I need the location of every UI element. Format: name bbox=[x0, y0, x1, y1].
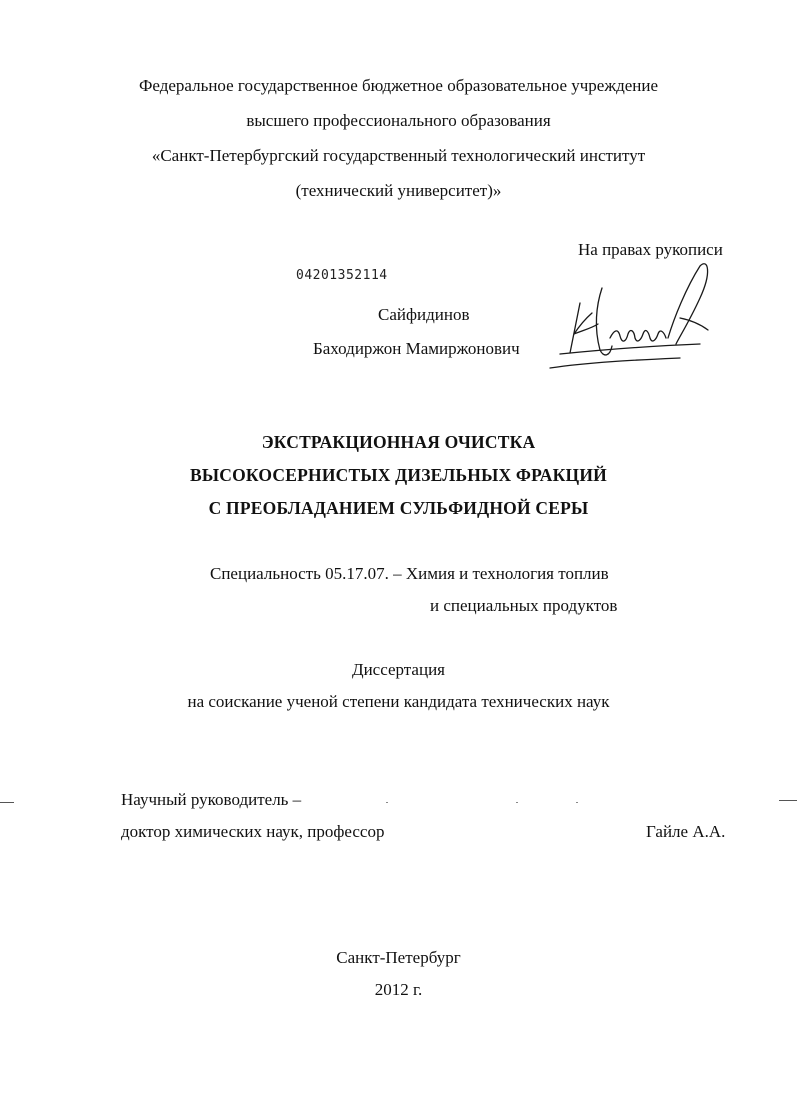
specialty-line-2: и специальных продуктов bbox=[430, 596, 618, 615]
edge-mark-right bbox=[779, 800, 797, 801]
supervisor-role: Научный руководитель – bbox=[121, 790, 302, 809]
author-name: Баходиржон Мамиржонович bbox=[313, 339, 520, 358]
dissertation-label: Диссертация bbox=[351, 660, 445, 679]
specialty-line-1: Специальность 05.17.07. – Химия и технология топлив bbox=[210, 564, 609, 583]
title-line-2: ВЫСОКОСЕРНИСТЫХ ДИЗЕЛЬНЫХ ФРАКЦИЙ bbox=[190, 465, 607, 485]
institution-line-1: Федеральное государственное бюджетное образовательное учреждение bbox=[138, 76, 659, 95]
supervisor-degree: доктор химических наук, профессор bbox=[121, 822, 385, 841]
supervisor-name: Гайле А.А. bbox=[646, 822, 726, 841]
title-line-1: ЭКСТРАКЦИОННАЯ ОЧИСТКА bbox=[261, 432, 536, 452]
manuscript-note: На правах рукописи bbox=[578, 240, 723, 259]
footer-year: 2012 г. bbox=[374, 980, 423, 999]
dissertation-purpose: на соискание ученой степени кандидата технических наук bbox=[187, 692, 610, 711]
scan-speck bbox=[516, 802, 518, 803]
author-surname: Сайфидинов bbox=[378, 305, 470, 324]
edge-mark-left bbox=[0, 802, 14, 803]
footer-city: Санкт-Петербург bbox=[336, 948, 461, 967]
title-line-3: С ПРЕОБЛАДАНИЕМ СУЛЬФИДНОЙ СЕРЫ bbox=[208, 498, 589, 518]
institution-line-2: высшего профессионального образования bbox=[246, 111, 551, 130]
scan-speck bbox=[576, 802, 578, 803]
institution-line-3: «Санкт-Петербургский государственный технологический институт bbox=[151, 146, 646, 165]
scan-speck bbox=[386, 802, 388, 803]
document-number: 04201352114 bbox=[296, 268, 388, 283]
institution-line-4: (технический университет)» bbox=[295, 181, 502, 200]
author-signature bbox=[540, 258, 720, 378]
